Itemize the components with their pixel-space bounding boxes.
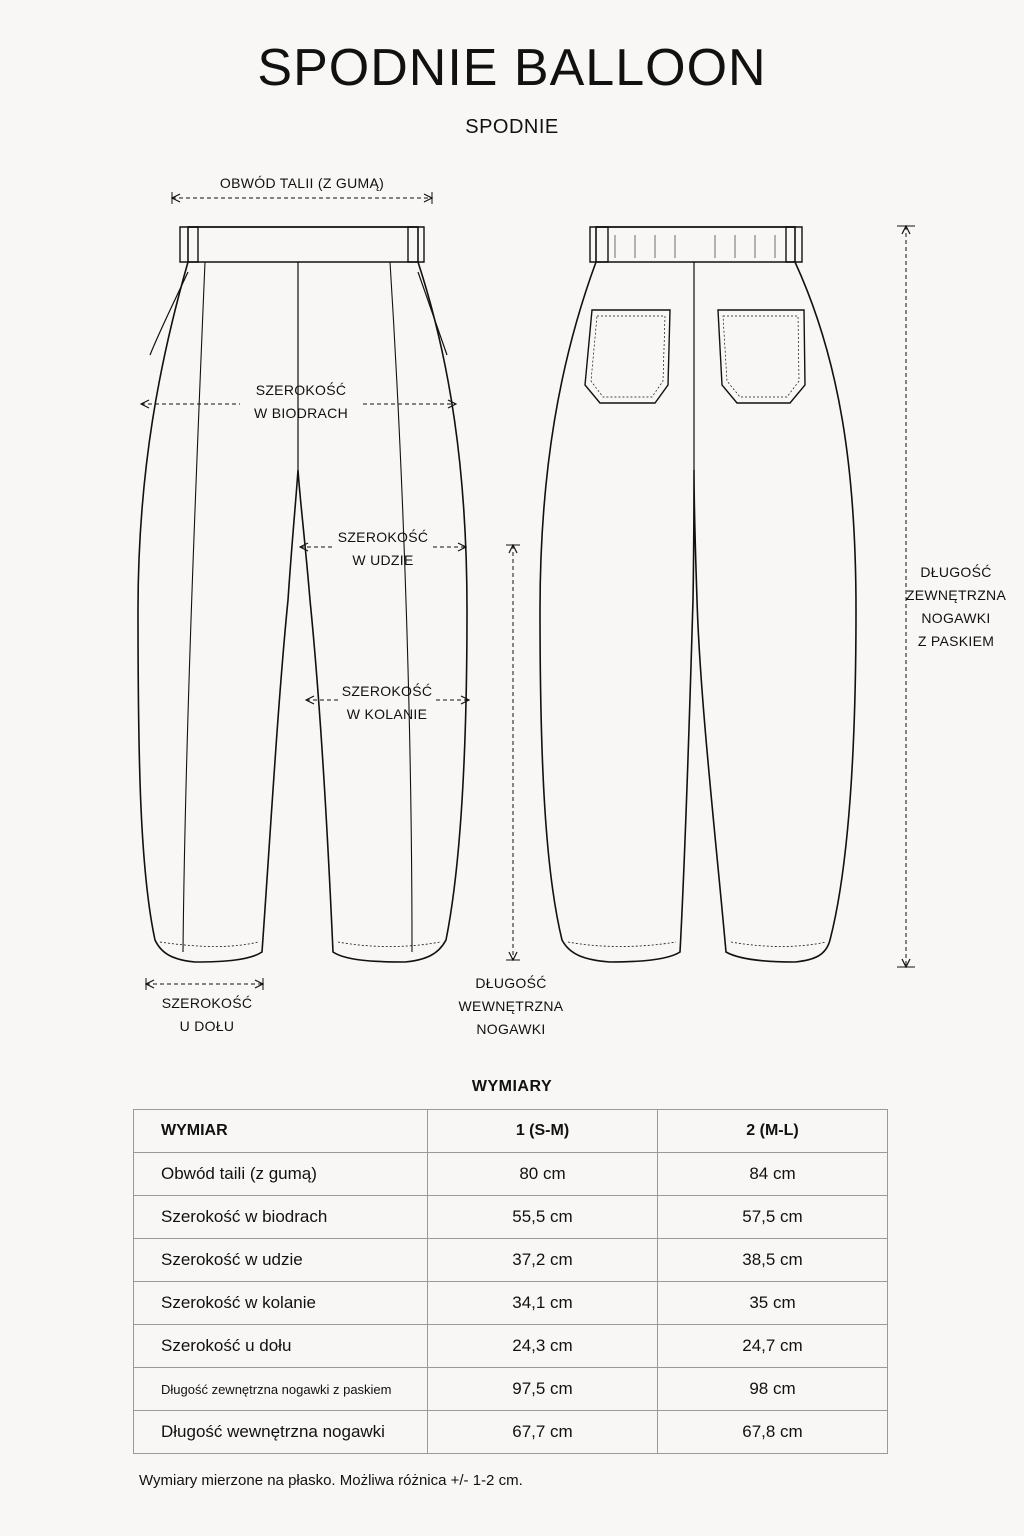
- measure-name: Obwód taili (z gumą): [134, 1153, 428, 1196]
- hips-label: SZEROKOŚĆ W BIODRACH: [254, 382, 348, 421]
- back-pocket-left: [585, 310, 670, 403]
- back-outline: [540, 227, 856, 962]
- header-measure: WYMIAR: [134, 1110, 428, 1153]
- measure-name: Szerokość w kolanie: [134, 1282, 428, 1325]
- footnote: Wymiary mierzone na płasko. Możliwa różnica +/- 1-2 cm.: [139, 1472, 523, 1489]
- table-row: [134, 1368, 888, 1411]
- size-1-value: 24,3 cm: [428, 1325, 658, 1368]
- knee-label: SZEROKOŚĆ W KOLANIE: [341, 683, 433, 722]
- size-2-value: 35 cm: [658, 1282, 888, 1325]
- table-header-row: [134, 1110, 888, 1153]
- inseam-label: DŁUGOŚĆ WEWNĘTRZNA NOGAWKI: [458, 975, 564, 1037]
- front-waistband: [188, 227, 418, 262]
- table-row: [134, 1411, 888, 1454]
- table-row: [134, 1196, 888, 1239]
- size-2-value: 84 cm: [658, 1153, 888, 1196]
- size-2-value: 67,8 cm: [658, 1411, 888, 1454]
- measure-name: Długość zewnętrzna nogawki z paskiem: [134, 1368, 428, 1411]
- header-size-1: 1 (S-M): [428, 1110, 658, 1153]
- back-view: [540, 227, 856, 962]
- size-1-value: 80 cm: [428, 1153, 658, 1196]
- page-subtitle: SPODNIE: [465, 116, 559, 138]
- header-size-2: 2 (M-L): [658, 1110, 888, 1153]
- size-1-value: 37,2 cm: [428, 1239, 658, 1282]
- thigh-label: SZEROKOŚĆ W UDZIE: [337, 529, 429, 568]
- table-title: WYMIARY: [471, 1078, 553, 1095]
- size-1-value: 55,5 cm: [428, 1196, 658, 1239]
- size-2-value: 57,5 cm: [658, 1196, 888, 1239]
- front-view: [138, 227, 467, 962]
- size-table: [133, 1109, 888, 1454]
- size-2-value: 38,5 cm: [658, 1239, 888, 1282]
- size-2-value: 98 cm: [658, 1368, 888, 1411]
- table-row: [134, 1153, 888, 1196]
- hem-label: SZEROKOŚĆ U DOŁU: [161, 995, 253, 1034]
- back-pocket-right: [718, 310, 805, 403]
- size-1-value: 97,5 cm: [428, 1368, 658, 1411]
- size-1-value: 67,7 cm: [428, 1411, 658, 1454]
- measure-name: Szerokość u dołu: [134, 1325, 428, 1368]
- page-title: SPODNIE BALLOON: [257, 39, 767, 97]
- front-outline: [138, 227, 467, 962]
- measure-name: Szerokość w biodrach: [134, 1196, 428, 1239]
- size-2-value: 24,7 cm: [658, 1325, 888, 1368]
- table-row: [134, 1239, 888, 1282]
- table-row: [134, 1325, 888, 1368]
- outseam-label: DŁUGOŚĆ ZEWNĘTRZNA NOGAWKI Z PASKIEM: [905, 564, 1007, 649]
- waist-label: OBWÓD TALII (Z GUMĄ): [219, 175, 385, 191]
- size-1-value: 34,1 cm: [428, 1282, 658, 1325]
- measure-name: Długość wewnętrzna nogawki: [134, 1411, 428, 1454]
- table-row: [134, 1282, 888, 1325]
- measure-name: Szerokość w udzie: [134, 1239, 428, 1282]
